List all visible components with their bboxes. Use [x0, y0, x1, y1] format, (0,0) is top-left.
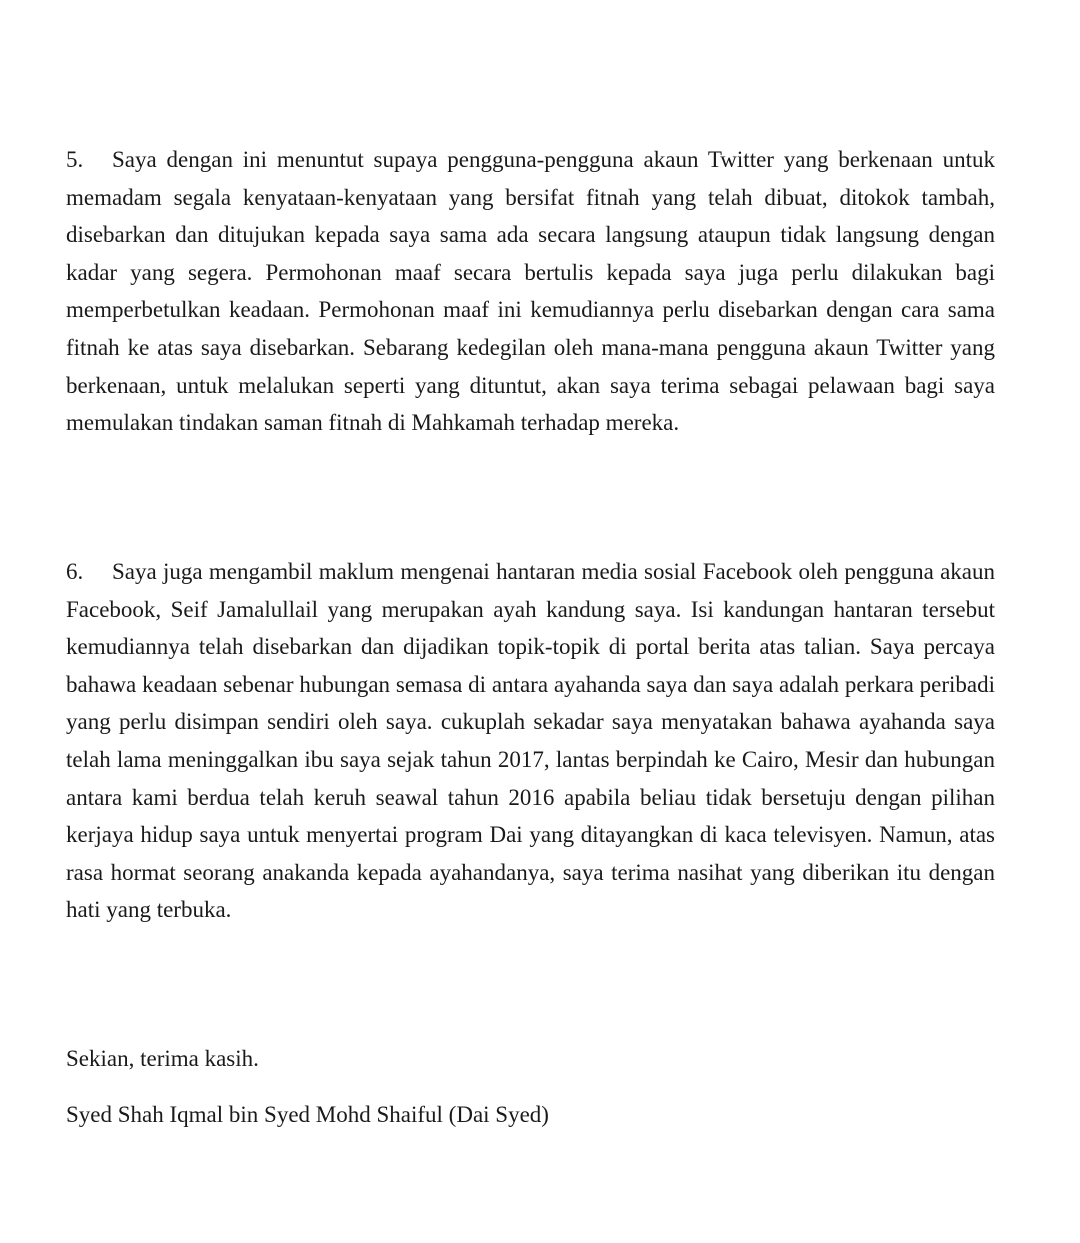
- paragraph-6: [66, 553, 995, 929]
- paragraph-number: 6.: [66, 559, 84, 584]
- signature-name: Syed Shah Iqmal bin Syed Mohd Shaiful (Dai Syed): [66, 1102, 549, 1127]
- paragraph-text: Saya dengan ini menuntut supaya pengguna-pengguna akaun Twitter yang berkenaan untuk memadam segala kenyataan-kenyataan yang bersifat fitnah yang telah dibuat, ditokok tambah, disebarkan dan ditujukan kepada saya sama ada secara langsung ataupun tidak langsung dengan kadar yang segera. Permohonan maaf secara bertulis kepada saya juga perlu dilakukan bagi memperbetulkan keadaan. Permohonan maaf ini kemudiannya perlu disebarkan dengan cara sama fitnah ke atas saya disebarkan. Sebarang kedegilan oleh mana-mana pengguna akaun Twitter yang berkenaan, untuk melalukan seperti yang dituntut, akan saya terima sebagai pelawaan bagi saya memulakan tindakan saman fitnah di Mahkamah terhadap mereka.: [66, 147, 995, 436]
- closing-text: Sekian, terima kasih.: [66, 1046, 259, 1071]
- paragraph-number: 5.: [66, 147, 84, 172]
- paragraph-5: [66, 141, 995, 442]
- paragraph-text: Saya juga mengambil maklum mengenai hantaran media sosial Facebook oleh pengguna akaun Facebook, Seif Jamalullail yang merupakan ayah kandung saya. Isi kandungan hantaran tersebut kemudiannya telah disebarkan dan dijadikan topik-topik di portal berita atas talian. Saya percaya bahawa keadaan sebenar hubungan semasa di antara ayahanda saya dan saya adalah perkara peribadi yang perlu disimpan sendiri oleh saya. cukuplah sekadar saya menyatakan bahawa ayahanda saya telah lama meninggalkan ibu saya sejak tahun 2017, lantas berpindah ke Cairo, Mesir dan hubungan antara kami berdua telah keruh seawal tahun 2016 apabila beliau tidak bersetuju dengan pilihan kerjaya hidup saya untuk menyertai program Dai yang ditayangkan di kaca televisyen. Namun, atas rasa hormat seorang anakanda kepada ayahandanya, saya terima nasihat yang diberikan itu dengan hati yang terbuka.: [66, 559, 995, 923]
